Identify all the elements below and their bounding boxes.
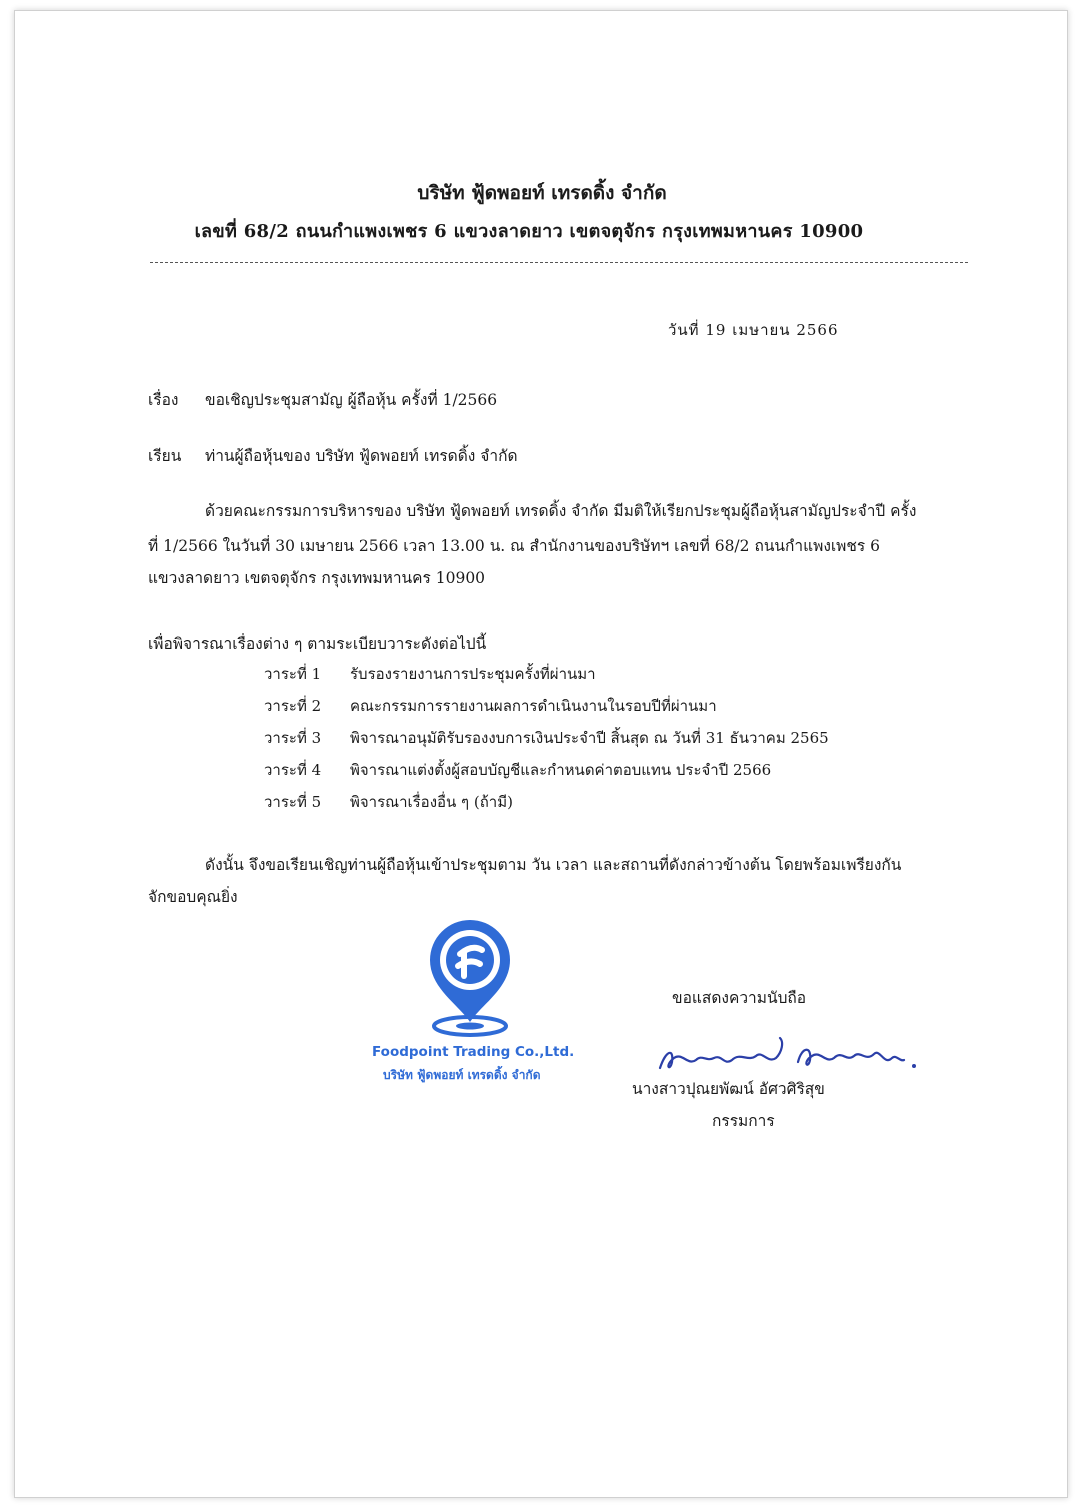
closing-line: จักขอบคุณยิ่ง (148, 888, 238, 906)
company-name: บริษัท ฟู้ดพอยท์ เทรดดิ้ง จำกัด (417, 182, 667, 204)
recipient-text: ท่านผู้ถือหุ้นของ บริษัท ฟู้ดพอยท์ เทรดดิ้ง จำกัด (205, 447, 518, 465)
handwritten-signature (652, 1032, 922, 1082)
signatory-name: นางสาวปุณยพัฒน์ อัศวศิริสุข (632, 1080, 825, 1098)
agenda-number: วาระที่ 1 (264, 665, 322, 683)
header-divider (150, 262, 968, 263)
agenda-item: พิจารณาแต่งตั้งผู้สอบบัญชีและกำหนดค่าตอบแทน ประจำปี 2566 (350, 761, 772, 779)
agenda-intro: เพื่อพิจารณาเรื่องต่าง ๆ ตามระเบียบวาระดังต่อไปนี้ (148, 635, 487, 653)
paragraph-line: ที่ 1/2566 ในวันที่ 30 เมษายน 2566 เวลา 13.00 น. ณ สำนักงานของบริษัทฯ เลขที่ 68/2 ถนนกำแพงเพชร 6 (148, 537, 881, 555)
logo-name-en: Foodpoint Trading Co.,Ltd. (372, 1044, 575, 1060)
agenda-number: วาระที่ 4 (264, 761, 322, 779)
agenda-item: พิจารณาเรื่องอื่น ๆ (ถ้ามี) (350, 793, 513, 811)
closing-regards: ขอแสดงความนับถือ (672, 989, 807, 1007)
agenda-item: พิจารณาอนุมัติรับรองงบการเงินประจำปี สิ้นสุด ณ วันที่ 31 ธันวาคม 2565 (350, 729, 829, 747)
signatory-title: กรรมการ (712, 1112, 775, 1130)
closing-line: ดังนั้น จึงขอเรียนเชิญท่านผู้ถือหุ้นเข้าประชุมตาม วัน เวลา และสถานที่ดังกล่าวข้างต้น โดยพร้อมเพรียงกัน (205, 856, 902, 874)
company-address: เลขที่ 68/2 ถนนกำแพงเพชร 6 แขวงลาดยาว เขตจตุจักร กรุงเทพมหานคร 10900 (194, 221, 864, 242)
paragraph-line: แขวงลาดยาว เขตจตุจักร กรุงเทพมหานคร 10900 (148, 569, 486, 587)
location-pin-logo-icon (420, 918, 520, 1038)
logo-name-th: บริษัท ฟู้ดพอยท์ เทรดดิ้ง จำกัด (383, 1068, 541, 1082)
agenda-number: วาระที่ 2 (264, 697, 322, 715)
subject-text: ขอเชิญประชุมสามัญ ผู้ถือหุ้น ครั้งที่ 1/2566 (205, 391, 498, 409)
paragraph-line: ด้วยคณะกรรมการบริหารของ บริษัท ฟู้ดพอยท์ เทรดดิ้ง จำกัด มีมติให้เรียกประชุมผู้ถือหุ้นสามัญประจำปี ครั้ง (205, 502, 917, 520)
agenda-item: รับรองรายงานการประชุมครั้งที่ผ่านมา (350, 665, 596, 683)
recipient-label: เรียน (148, 447, 182, 465)
subject-label: เรื่อง (148, 391, 179, 409)
agenda-number: วาระที่ 3 (264, 729, 322, 747)
agenda-item: คณะกรรมการรายงานผลการดำเนินงานในรอบปีที่ผ่านมา (350, 697, 717, 715)
agenda-number: วาระที่ 5 (264, 793, 322, 811)
letter-date: วันที่ 19 เมษายน 2566 (668, 321, 839, 339)
